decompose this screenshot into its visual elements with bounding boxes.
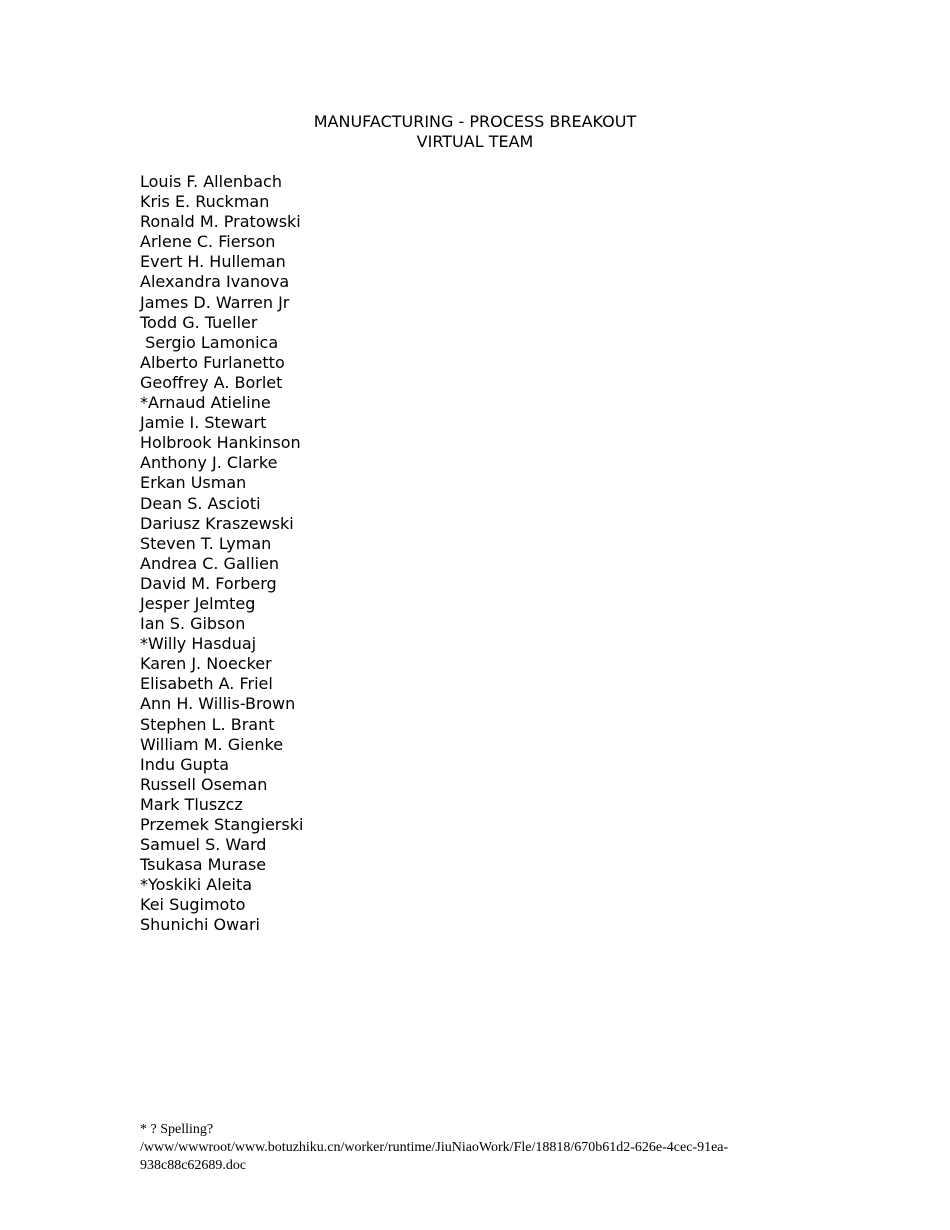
list-item: Louis F. Allenbach: [140, 172, 282, 191]
file-path-line-1: /www/wwwroot/www.botuzhiku.cn/worker/runtime/JiuNiaoWork/Fle/18818/670b61d2-626e-4cec-91ea-: [140, 1140, 729, 1155]
list-item: Dean S. Ascioti: [140, 493, 261, 513]
list-item: Andrea C. Gallien: [140, 553, 280, 573]
member-list: [140, 172, 303, 936]
list-item: Ann H. Willis-Brown: [140, 694, 296, 714]
list-item: Ian S. Gibson: [140, 614, 246, 634]
list-item: Dariusz Kraszewski: [140, 513, 294, 533]
list-item: Todd G. Tueller: [140, 312, 258, 332]
list-item: Jesper Jelmteg: [140, 593, 256, 613]
list-item: Alberto Furlanetto: [140, 352, 285, 372]
list-item: Kris E. Ruckman: [140, 192, 270, 212]
list-item: David M. Forberg: [140, 573, 277, 593]
file-path-line-2: 938c88c62689.doc: [140, 1158, 247, 1173]
document-title: MANUFACTURING - PROCESS BREAKOUT: [313, 112, 637, 131]
document-subtitle: VIRTUAL TEAM: [416, 132, 534, 151]
list-item: Karen J. Noecker: [140, 654, 272, 674]
list-item: *Willy Hasduaj: [140, 634, 257, 654]
list-item: Geoffrey A. Borlet: [140, 372, 283, 392]
list-item: Przemek Stangierski: [140, 815, 304, 834]
list-item: Erkan Usman: [140, 473, 247, 493]
list-item: Tsukasa Murase: [140, 855, 267, 875]
list-item: Anthony J. Clarke: [140, 453, 278, 473]
list-item: Indu Gupta: [140, 754, 230, 774]
list-item: Steven T. Lyman: [140, 533, 272, 553]
footer: [140, 1121, 830, 1175]
list-item: James D. Warren Jr: [140, 292, 290, 312]
list-item: *Arnaud Atieline: [140, 393, 271, 413]
list-item: *Yoskiki Aleita: [140, 875, 253, 895]
list-item: Russell Oseman: [140, 774, 268, 794]
list-item: Holbrook Hankinson: [140, 433, 301, 453]
footnote: * ? Spelling?: [140, 1122, 214, 1137]
list-item: Kei Sugimoto: [140, 895, 246, 915]
list-item: William M. Gienke: [140, 734, 284, 754]
list-item: Stephen L. Brant: [140, 714, 275, 734]
list-item: Samuel S. Ward: [140, 835, 267, 855]
list-item: Mark Tluszcz: [140, 794, 243, 814]
list-item: Elisabeth A. Friel: [140, 674, 273, 694]
list-item: Jamie I. Stewart: [140, 413, 267, 433]
list-item: Evert H. Hulleman: [140, 252, 286, 272]
title-block: [0, 112, 950, 152]
list-item: Alexandra Ivanova: [140, 272, 290, 292]
list-item: Sergio Lamonica: [140, 332, 279, 352]
list-item: Shunichi Owari: [140, 915, 260, 935]
list-item: Ronald M. Pratowski: [140, 212, 301, 232]
list-item: Arlene C. Fierson: [140, 232, 276, 252]
